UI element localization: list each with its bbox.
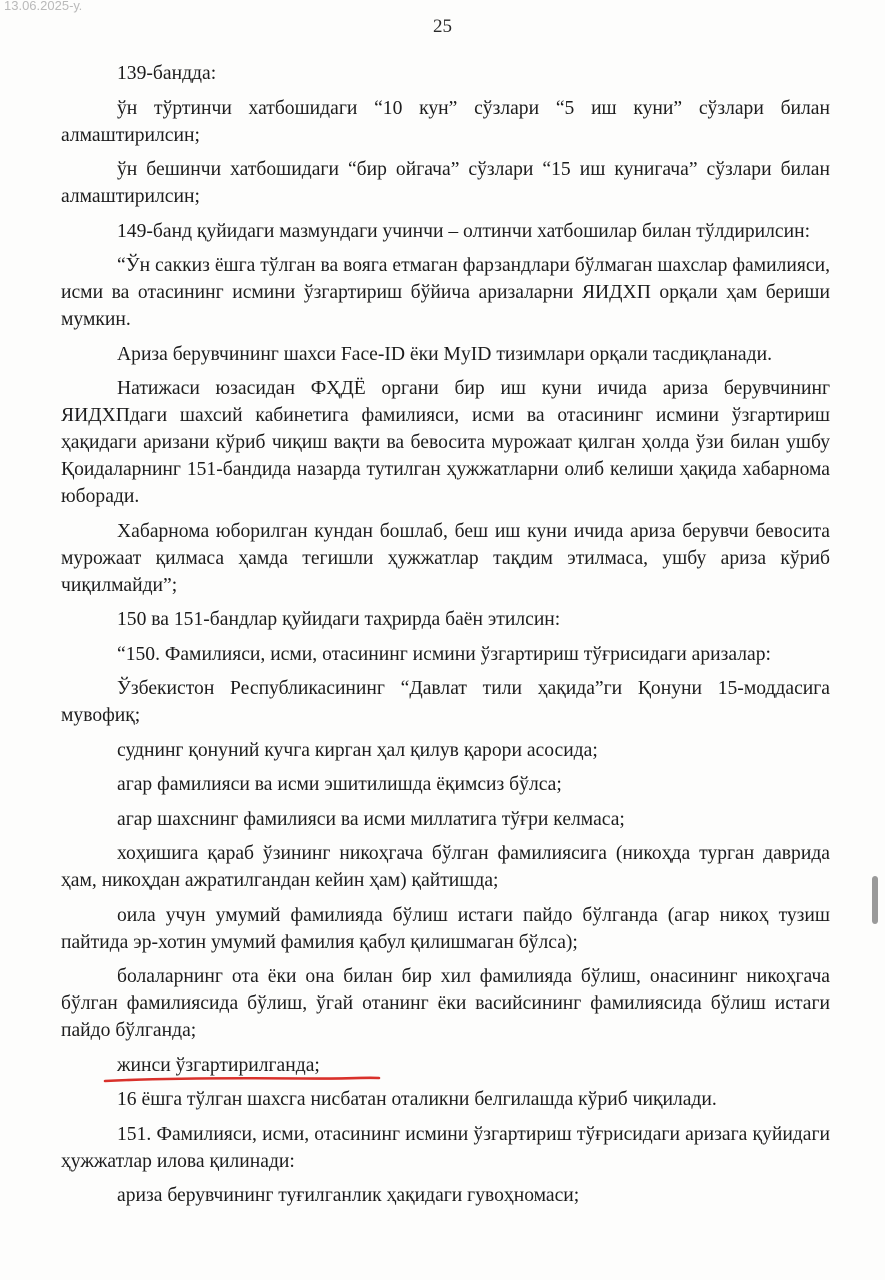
paragraph: ўн бешинчи хатбошидаги “бир ойгача” сўзлари “15 иш кунигача” сўзлари билан алмаштирилсин;	[61, 159, 830, 207]
paragraph: Ариза берувчининг шахси Face-ID ёки MyID тизимлари орқали тасдиқланади.	[117, 343, 772, 365]
paragraph: агар фамилияси ва исми эшитилишда ёқимсиз бўлса;	[117, 774, 562, 795]
paragraph: 139-бандда:	[117, 63, 217, 84]
highlighted-paragraph	[61, 1052, 830, 1079]
page-number: 25	[433, 16, 452, 37]
paragraph: ариза берувчининг туғилганлик ҳақидаги гувоҳномаси;	[117, 1185, 580, 1206]
paragraph: Хабарнома юборилган кундан бошлаб, беш иш куни ичида ариза берувчи бевосита мурожаат қилмаса ҳамда тегишли ҳужжатлар тақдим этилмаса, ушбу ариза кўриб чиқилмайди”;	[61, 520, 830, 596]
paragraph: Ўзбекистон Республикасининг “Давлат тили ҳақида”ги Қонуни 15-моддасига мувофиқ;	[61, 678, 830, 726]
scrollbar-thumb[interactable]	[872, 876, 878, 924]
red-underline-mark	[103, 1075, 381, 1085]
paragraph: Натижаси юзасидан ФҲДЁ органи бир иш куни ичида ариза берувчининг ЯИДХПдаги шахсий кабинетига фамилияси, исми ва отасининг исмини ўзгартириш ҳақидаги аризани кўриб чиқиш вақти ва бевосита мурожаат қилган ҳолда ўзи билан ушбу Қоидаларнинг 151-бандида назарда тутилган ҳужжатларни олиб келиши ҳақида хабарнома юборади.	[61, 378, 830, 507]
paragraph: агар шахснинг фамилияси ва исми миллатига тўғри келмаса;	[117, 808, 625, 830]
paragraph: “150. Фамилияси, исми, отасининг исмини ўзгартириш тўғрисидаги аризалар:	[117, 643, 771, 665]
paragraph: 150 ва 151-бандлар қуйидаги таҳрирда баён этилсин:	[117, 609, 561, 630]
paragraph: 149-банд қуйидаги мазмундаги учинчи – олтинчи хатбошилар билан тўлдирилсин:	[117, 220, 811, 242]
paragraph: суднинг қонуний кучга кирган ҳал қилув қарори асосида;	[117, 739, 598, 761]
paragraph: “Ўн саккиз ёшга тўлган ва вояга етмаган фарзандлари бўлмаган шахслар фамилияси, исми ва отасининг исмини ўзгартириш бўйича аризаларни ЯИДХП орқали ҳам бериши мумкин.	[61, 255, 830, 330]
date-stamp: 13.06.2025-у.	[4, 0, 83, 13]
underlined-phrase	[117, 1052, 320, 1079]
paragraph: болаларнинг ота ёки она билан бир хил фамилияда бўлиш, онасининг никоҳгача бўлган фамилиясида бўлиш, ўгай отанинг ёки васийсининг фамилиясида бўлиш истаги пайдо бўлганда;	[61, 966, 830, 1041]
underlined-text: жинси ўзгартирилганда;	[117, 1054, 320, 1076]
paragraph: ўн тўртинчи хатбошидаги “10 кун” сўзлари “5 иш куни” сўзлари билан алмаштирилсин;	[61, 97, 830, 146]
paragraph: 151. Фамилияси, исми, отасининг исмини ўзгартириш тўғрисидаги аризага қуйидаги ҳужжатлар илова қилинади:	[61, 1123, 830, 1172]
paragraph: оила учун умумий фамилияда бўлиш истаги пайдо бўлганда (агар никоҳ тузиш пайтида эр-хотин умумий фамилия қабул қилишмаган бўлса);	[61, 904, 830, 953]
paragraph: 16 ёшга тўлган шахсга нисбатан оталикни белгилашда кўриб чиқилади.	[117, 1089, 717, 1110]
document-body	[61, 60, 830, 1217]
paragraph: хоҳишига қараб ўзининг никоҳгача бўлган фамилиясига (никоҳда турган даврида ҳам, никоҳдан ажратилгандан кейин ҳам) қайтишда;	[61, 843, 830, 891]
